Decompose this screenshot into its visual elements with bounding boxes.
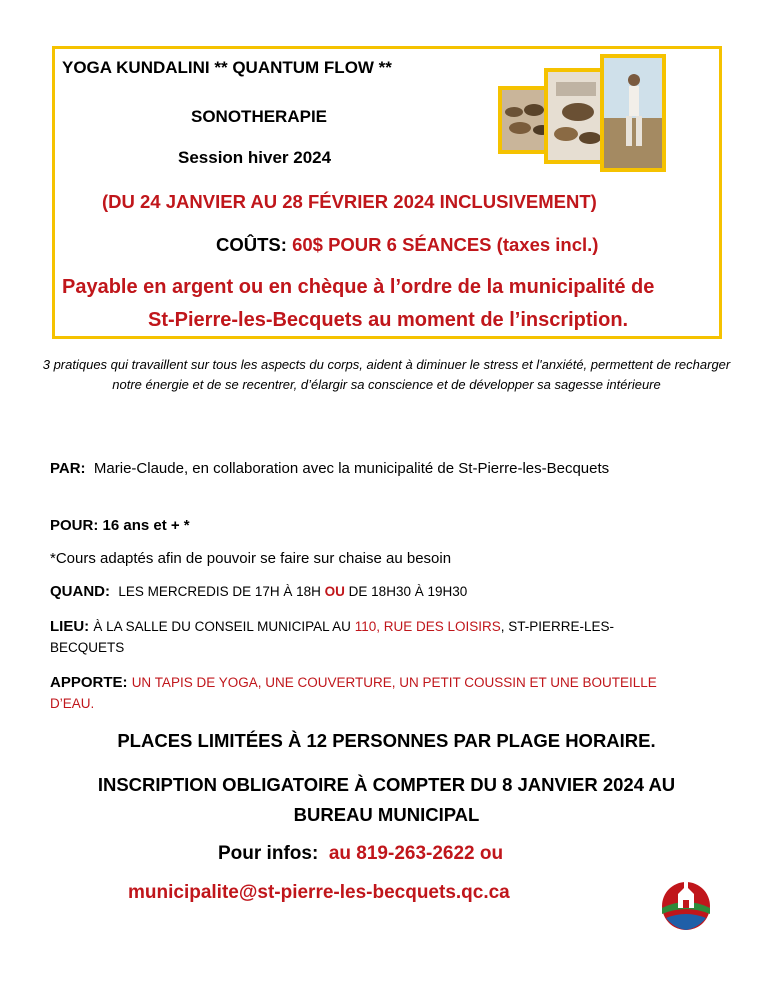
cost-value: 60$ POUR 6 SÉANCES (taxes incl.) <box>292 234 599 255</box>
session-title: Session hiver 2024 <box>178 148 332 167</box>
infos-line <box>218 843 503 865</box>
infos-label: Pour infos: <box>218 843 319 864</box>
apporte-text: UN TAPIS DE YOGA, UNE COUVERTURE, UN PETIT COUSSIN ET UNE BOUTEILLE D’EAU. <box>50 675 657 711</box>
par-label: PAR: <box>50 460 86 477</box>
pour-line: POUR: 16 ans et + * <box>50 517 190 534</box>
quand-label: QUAND: <box>50 583 110 600</box>
lieu-label: LIEU: <box>50 618 90 635</box>
municipality-logo-icon <box>658 874 714 932</box>
chair-note: *Cours adaptés afin de pouvoir se faire sur chaise au besoin <box>50 550 452 567</box>
lieu-line <box>50 616 680 658</box>
quand-text-1: LES MERCREDIS DE 17H À 18H <box>118 584 325 599</box>
par-section <box>50 458 680 479</box>
quand-or: OU <box>324 584 345 599</box>
quand-line <box>50 581 680 602</box>
cost-label: COÛTS: <box>216 234 293 255</box>
apporte-line <box>50 672 680 714</box>
inscription-text: INSCRIPTION OBLIGATOIRE À COMPTER DU 8 JANVIER 2024 AU BUREAU MUNICIPAL <box>97 774 676 825</box>
lieu-address: 110, RUE DES LOISIRS <box>354 619 501 634</box>
phone-number[interactable]: au 819-263-2622 ou <box>328 843 504 864</box>
title-line-2: SONOTHERAPIE <box>191 107 328 126</box>
lieu-text-2: , ST-PIERRE-LES-BECQUETS <box>50 619 615 655</box>
yoga-person-photo <box>600 54 666 172</box>
apporte-label: APPORTE: <box>50 674 128 691</box>
cost-line <box>216 234 598 256</box>
title-line-1: YOGA KUNDALINI ** QUANTUM FLOW ** <box>62 58 392 77</box>
quand-text-2: DE 18H30 À 19H30 <box>344 584 468 599</box>
payment-line-1: Payable en argent ou en chèque à l’ordre de la municipalité de <box>62 276 655 298</box>
email-link[interactable]: municipalite@st-pierre-les-becquets.qc.ca <box>128 882 510 903</box>
places-limitees: PLACES LIMITÉES À 12 PERSONNES PAR PLAGE HORAIRE. <box>117 730 656 751</box>
lieu-text-1: À LA SALLE DU CONSEIL MUNICIPAL AU <box>93 619 355 634</box>
session-dates: (DU 24 JANVIER AU 28 FÉVRIER 2024 INCLUSIVEMENT) <box>102 191 597 212</box>
intro-text: 3 pratiques qui travaillent sur tous les aspects du corps, aident à diminuer le stress et l'anxiété, permettent de recharger notre énergie et de se recentrer, d’élargir sa conscience et de développer sa sagesse intérieure <box>42 357 731 392</box>
payment-line-2: St-Pierre-les-Becquets au moment de l’inscription. <box>148 309 629 331</box>
par-text: Marie-Claude, en collaboration avec la municipalité de St-Pierre-les-Becquets <box>93 460 610 477</box>
